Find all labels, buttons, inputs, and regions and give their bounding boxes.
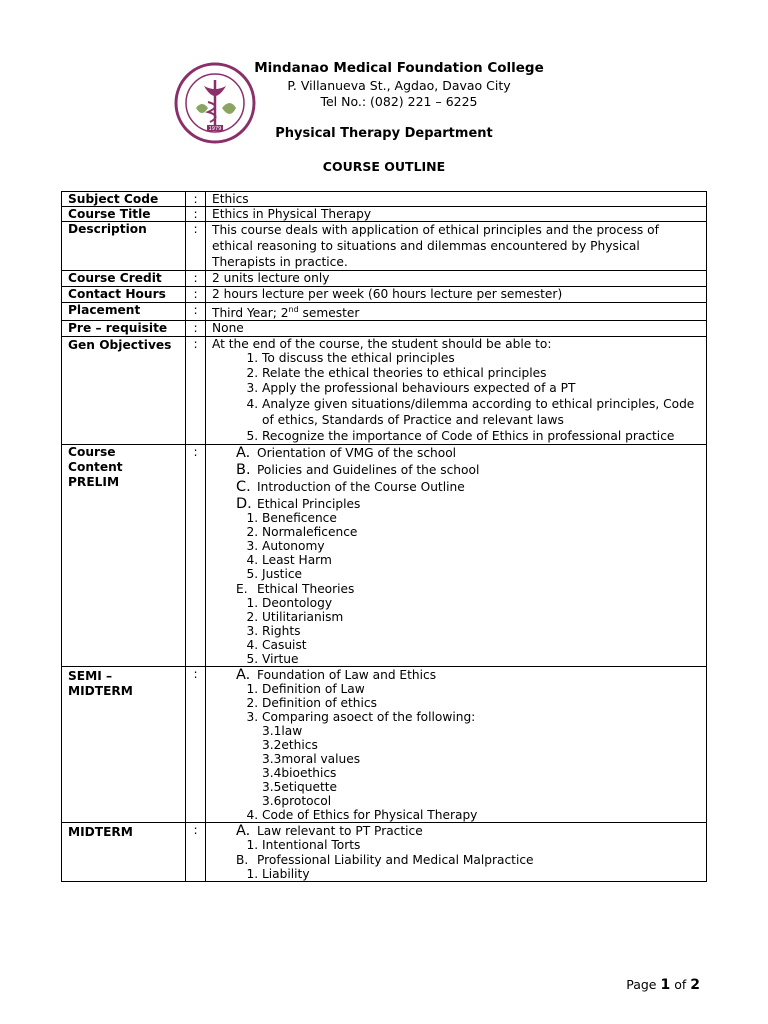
table-row [62,271,707,287]
college-name: Mindanao Medical Foundation College [254,60,544,76]
semi-midterm-content-cell [206,667,707,823]
prelim-content-cell [206,445,707,667]
section-letter: C. [236,479,251,496]
sub-item: 3.1law [262,724,303,739]
label-line: MIDTERM [68,684,133,699]
objectives-intro: At the end of the course, the student should be able to: [212,337,552,352]
section-letter: A. [236,445,251,462]
placement-year: Third Year; 2 [212,306,289,321]
section-title: Introduction of the Course Outline [257,480,465,495]
row-value: Ethics in Physical Therapy [206,207,707,222]
midterm-content-cell [206,823,707,882]
placement-ordinal: nd [288,305,299,314]
section-heading [212,853,700,867]
row-value: Ethics [206,192,707,207]
section-heading [212,824,700,838]
section-title: Professional Liability and Medical Malpractice [257,853,534,868]
list-item: 1. Definition of Law [262,682,700,696]
row-colon: : [186,222,206,271]
list-item: 1. Liability [262,867,700,881]
section-title: Policies and Guidelines of the school [257,463,480,478]
section-letter: B. [236,853,249,868]
sub-item: 3.6protocol [262,794,332,809]
course-outline-table [61,191,707,882]
sub-item: 3.3moral values [262,752,361,767]
row-value: 2 units lecture only [206,271,707,287]
section-letter: D. [236,496,252,513]
row-value: 2 hours lecture per week (60 hours lecture per semester) [206,287,707,303]
row-colon: : [186,321,206,337]
table-row [62,823,707,882]
row-colon: : [186,303,206,321]
list-item: 1. Deontology [262,596,700,610]
document-title: COURSE OUTLINE [322,159,446,174]
list-item: 4. Code of Ethics for Physical Therapy [262,808,700,822]
list-item: 3. Autonomy [262,539,700,553]
row-label: Pre – requisite [62,321,186,337]
label-line: Content [68,460,123,475]
list-item: 2. Utilitarianism [262,610,700,624]
section-letter: A. [236,667,251,684]
table-row [62,303,707,321]
list-item: 1. Intentional Torts [262,838,700,852]
of-word: of [674,977,687,992]
table-row [62,207,707,222]
table-row [62,192,707,207]
list-item: 3. Rights [262,624,700,638]
list-item: 2. Normaleficence [262,525,700,539]
svg-text:1979: 1979 [208,126,222,132]
row-label: Course Title [62,207,186,222]
total-page-count: 2 [690,977,700,993]
section-heading [212,497,700,511]
row-label: Gen Objectives [62,337,186,445]
current-page-number: 1 [660,977,671,993]
row-value [206,303,707,321]
section-letter: B. [236,462,251,479]
row-colon: : [186,207,206,222]
college-address: P. Villanueva St., Agdao, Davao City [287,78,511,93]
row-colon: : [186,337,206,445]
list-item: 2. Relate the ethical theories to ethical principles [262,366,700,381]
section-heading [212,463,700,477]
objectives-cell [206,337,707,445]
list-item: 4. Casuist [262,638,700,652]
row-label: Description [62,222,186,271]
row-colon: : [186,287,206,303]
row-colon: : [186,271,206,287]
list-item: 1. To discuss the ethical principles [262,351,700,366]
list-item: 4. Analyze given situations/dilemma according to ethical principles, Code of ethics, Standards of Practice and relevant laws [262,396,700,428]
table-row [62,667,707,823]
section-title: Orientation of VMG of the school [257,446,457,461]
sub-item: 3.5etiquette [262,780,338,795]
section-title: Ethical Theories [257,582,355,597]
row-label: Placement [62,303,186,321]
sub-item: 3.4bioethics [262,766,337,781]
row-colon: : [186,445,206,667]
row-label [62,667,186,823]
row-label [62,445,186,667]
placement-semester: semester [298,306,360,321]
section-letter: A. [236,823,251,840]
section-letter: E. [236,582,248,597]
section-title: Foundation of Law and Ethics [257,668,437,683]
row-label: Subject Code [62,192,186,207]
row-colon: : [186,667,206,823]
section-heading [212,480,700,494]
table-row [62,222,707,271]
table-row [62,445,707,667]
sub-item: 3.2ethics [262,738,318,753]
list-item: 5. Justice [262,567,700,581]
section-title: Law relevant to PT Practice [257,824,423,839]
section-heading [212,446,700,460]
table-row [62,287,707,303]
page-word: Page [626,977,657,992]
label-line: PRELIM [68,475,120,490]
row-value: None [206,321,707,337]
section-heading [212,668,700,682]
section-heading [212,582,700,596]
list-item: 4. Least Harm [262,553,700,567]
list-item: 3. Comparing asoect of the following: [262,710,700,724]
section-title: Ethical Principles [257,497,361,512]
list-item: 2. Definition of ethics [262,696,700,710]
college-telephone: Tel No.: (082) 221 – 6225 [320,94,478,109]
list-item: 5. Recognize the importance of Code of Ethics in professional practice [262,428,700,444]
row-colon: : [186,192,206,207]
row-label: MIDTERM [62,823,186,882]
list-item: 5. Virtue [262,652,700,666]
page-number-footer [626,977,700,993]
label-line: SEMI – [68,669,113,684]
row-label: Contact Hours [62,287,186,303]
list-item: 3. Apply the professional behaviours expected of a PT [262,381,700,396]
label-line: Course [68,445,116,460]
row-value: This course deals with application of ethical principles and the process of ethical reasoning to situations and dilemmas encountered by Physical Therapists in practice. [206,222,707,271]
table-row [62,337,707,445]
row-label: Course Credit [62,271,186,287]
list-item: 1. Beneficence [262,511,700,525]
row-colon: : [186,823,206,882]
department-title: Physical Therapy Department [275,126,493,141]
table-row [62,321,707,337]
